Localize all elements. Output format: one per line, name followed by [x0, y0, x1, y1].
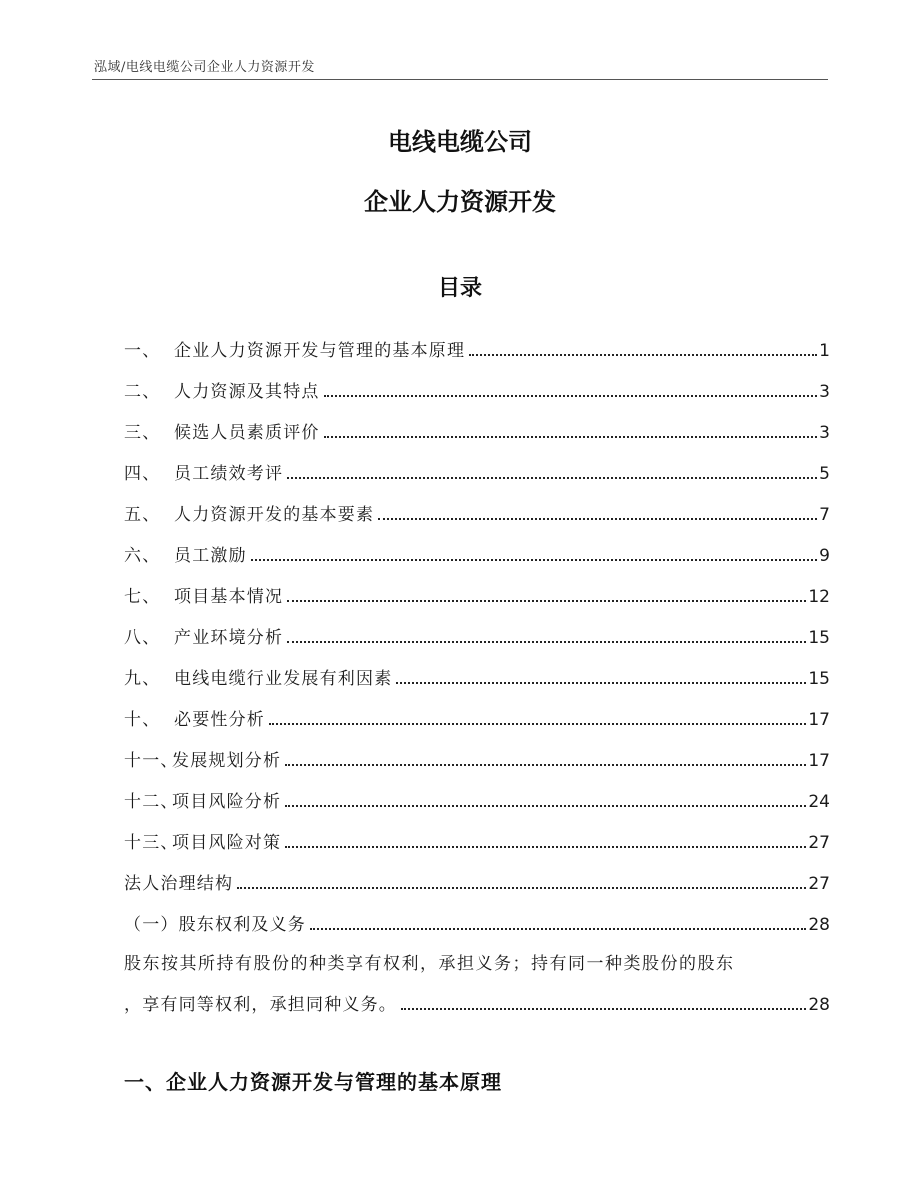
toc-leader	[251, 559, 817, 561]
toc-entry-11[interactable]	[124, 730, 830, 771]
toc-entry-label: 法人治理结构	[124, 874, 234, 894]
toc-entry-page: 27	[808, 874, 830, 894]
toc-leader	[269, 723, 806, 725]
toc-entry-label: 六、 员工激励	[124, 546, 247, 566]
toc-entry-13[interactable]	[124, 812, 830, 853]
toc-entry-page: 17	[808, 710, 830, 730]
header-divider	[92, 79, 828, 80]
toc-entry-label: 九、 电线电缆行业发展有利因素	[124, 669, 393, 689]
toc-entry-10[interactable]	[124, 689, 830, 730]
toc-entry-label: 三、 候选人员素质评价	[124, 423, 320, 443]
toc-entry-label: （一）股东权利及义务	[124, 915, 306, 935]
toc-leader	[378, 518, 817, 520]
toc-entry-label: 八、 产业环境分析	[124, 628, 284, 648]
toc-entry-label: 四、 员工绩效考评	[124, 464, 284, 484]
toc-entry-page: 12	[808, 587, 830, 607]
toc-entry-label-line1: 股东按其所持有股份的种类享有权利，承担义务；持有同一种类股份的股东	[124, 954, 735, 974]
toc-leader	[401, 1008, 806, 1010]
toc-entry-4[interactable]	[124, 443, 830, 484]
toc-leader	[285, 805, 806, 807]
toc-entry-6[interactable]	[124, 525, 830, 566]
document-title-line2: 企业人力资源开发	[364, 188, 556, 216]
toc-entry-1[interactable]	[124, 320, 830, 361]
document-title-line1: 电线电缆公司	[388, 128, 532, 156]
toc-leader	[237, 887, 806, 889]
toc-entry-label: 七、 项目基本情况	[124, 587, 284, 607]
toc-entry-page: 27	[808, 833, 830, 853]
toc-leader	[287, 641, 806, 643]
toc-entry-label-line2: ，享有同等权利，承担同种义务。	[124, 995, 397, 1015]
toc-entry-label: 二、 人力资源及其特点	[124, 382, 320, 402]
toc-entry-page: 17	[808, 751, 830, 771]
toc-entry-page: 3	[819, 423, 830, 443]
toc-entry-page: 15	[808, 628, 830, 648]
toc-entry-page: 7	[819, 505, 830, 525]
table-of-contents	[124, 320, 830, 1015]
toc-entry-8[interactable]	[124, 607, 830, 648]
toc-entry-page: 3	[819, 382, 830, 402]
toc-entry-label: 十一、发展规划分析	[124, 751, 282, 771]
toc-entry-label: 十三、项目风险对策	[124, 833, 282, 853]
toc-entry-2[interactable]	[124, 361, 830, 402]
toc-entry-label: 十二、项目风险分析	[124, 792, 282, 812]
toc-entry-5[interactable]	[124, 484, 830, 525]
toc-entry-page: 24	[808, 792, 830, 812]
running-header: 泓域/电线电缆公司企业人力资源开发	[94, 60, 315, 75]
toc-leader	[287, 477, 817, 479]
section-heading: 一、企业人力资源开发与管理的基本原理	[124, 1070, 502, 1094]
toc-entry-page: 15	[808, 669, 830, 689]
toc-entry-page: 28	[808, 915, 830, 935]
toc-entry-page: 5	[819, 464, 830, 484]
toc-leader	[396, 682, 806, 684]
toc-leader	[324, 436, 818, 438]
toc-leader	[287, 600, 806, 602]
toc-leader	[285, 846, 806, 848]
toc-entry-7[interactable]	[124, 566, 830, 607]
toc-entry-3[interactable]	[124, 402, 830, 443]
toc-entry-page: 28	[808, 995, 830, 1015]
toc-entry-15[interactable]	[124, 894, 830, 935]
toc-leader	[310, 928, 806, 930]
toc-heading: 目录	[437, 276, 482, 301]
toc-leader	[285, 764, 806, 766]
toc-entry-label: 十、 必要性分析	[124, 710, 265, 730]
toc-entry-page: 1	[819, 341, 830, 361]
toc-entry-page: 9	[819, 546, 830, 566]
toc-entry-9[interactable]	[124, 648, 830, 689]
toc-entry-label: 五、 人力资源开发的基本要素	[124, 505, 375, 525]
toc-entry-12[interactable]	[124, 771, 830, 812]
toc-leader	[324, 395, 818, 397]
toc-entry-16[interactable]	[124, 935, 830, 1015]
toc-leader	[469, 354, 817, 356]
toc-entry-label: 一、 企业人力资源开发与管理的基本原理	[124, 341, 466, 361]
toc-entry-line2-row	[124, 974, 830, 1015]
toc-entry-14[interactable]	[124, 853, 830, 894]
